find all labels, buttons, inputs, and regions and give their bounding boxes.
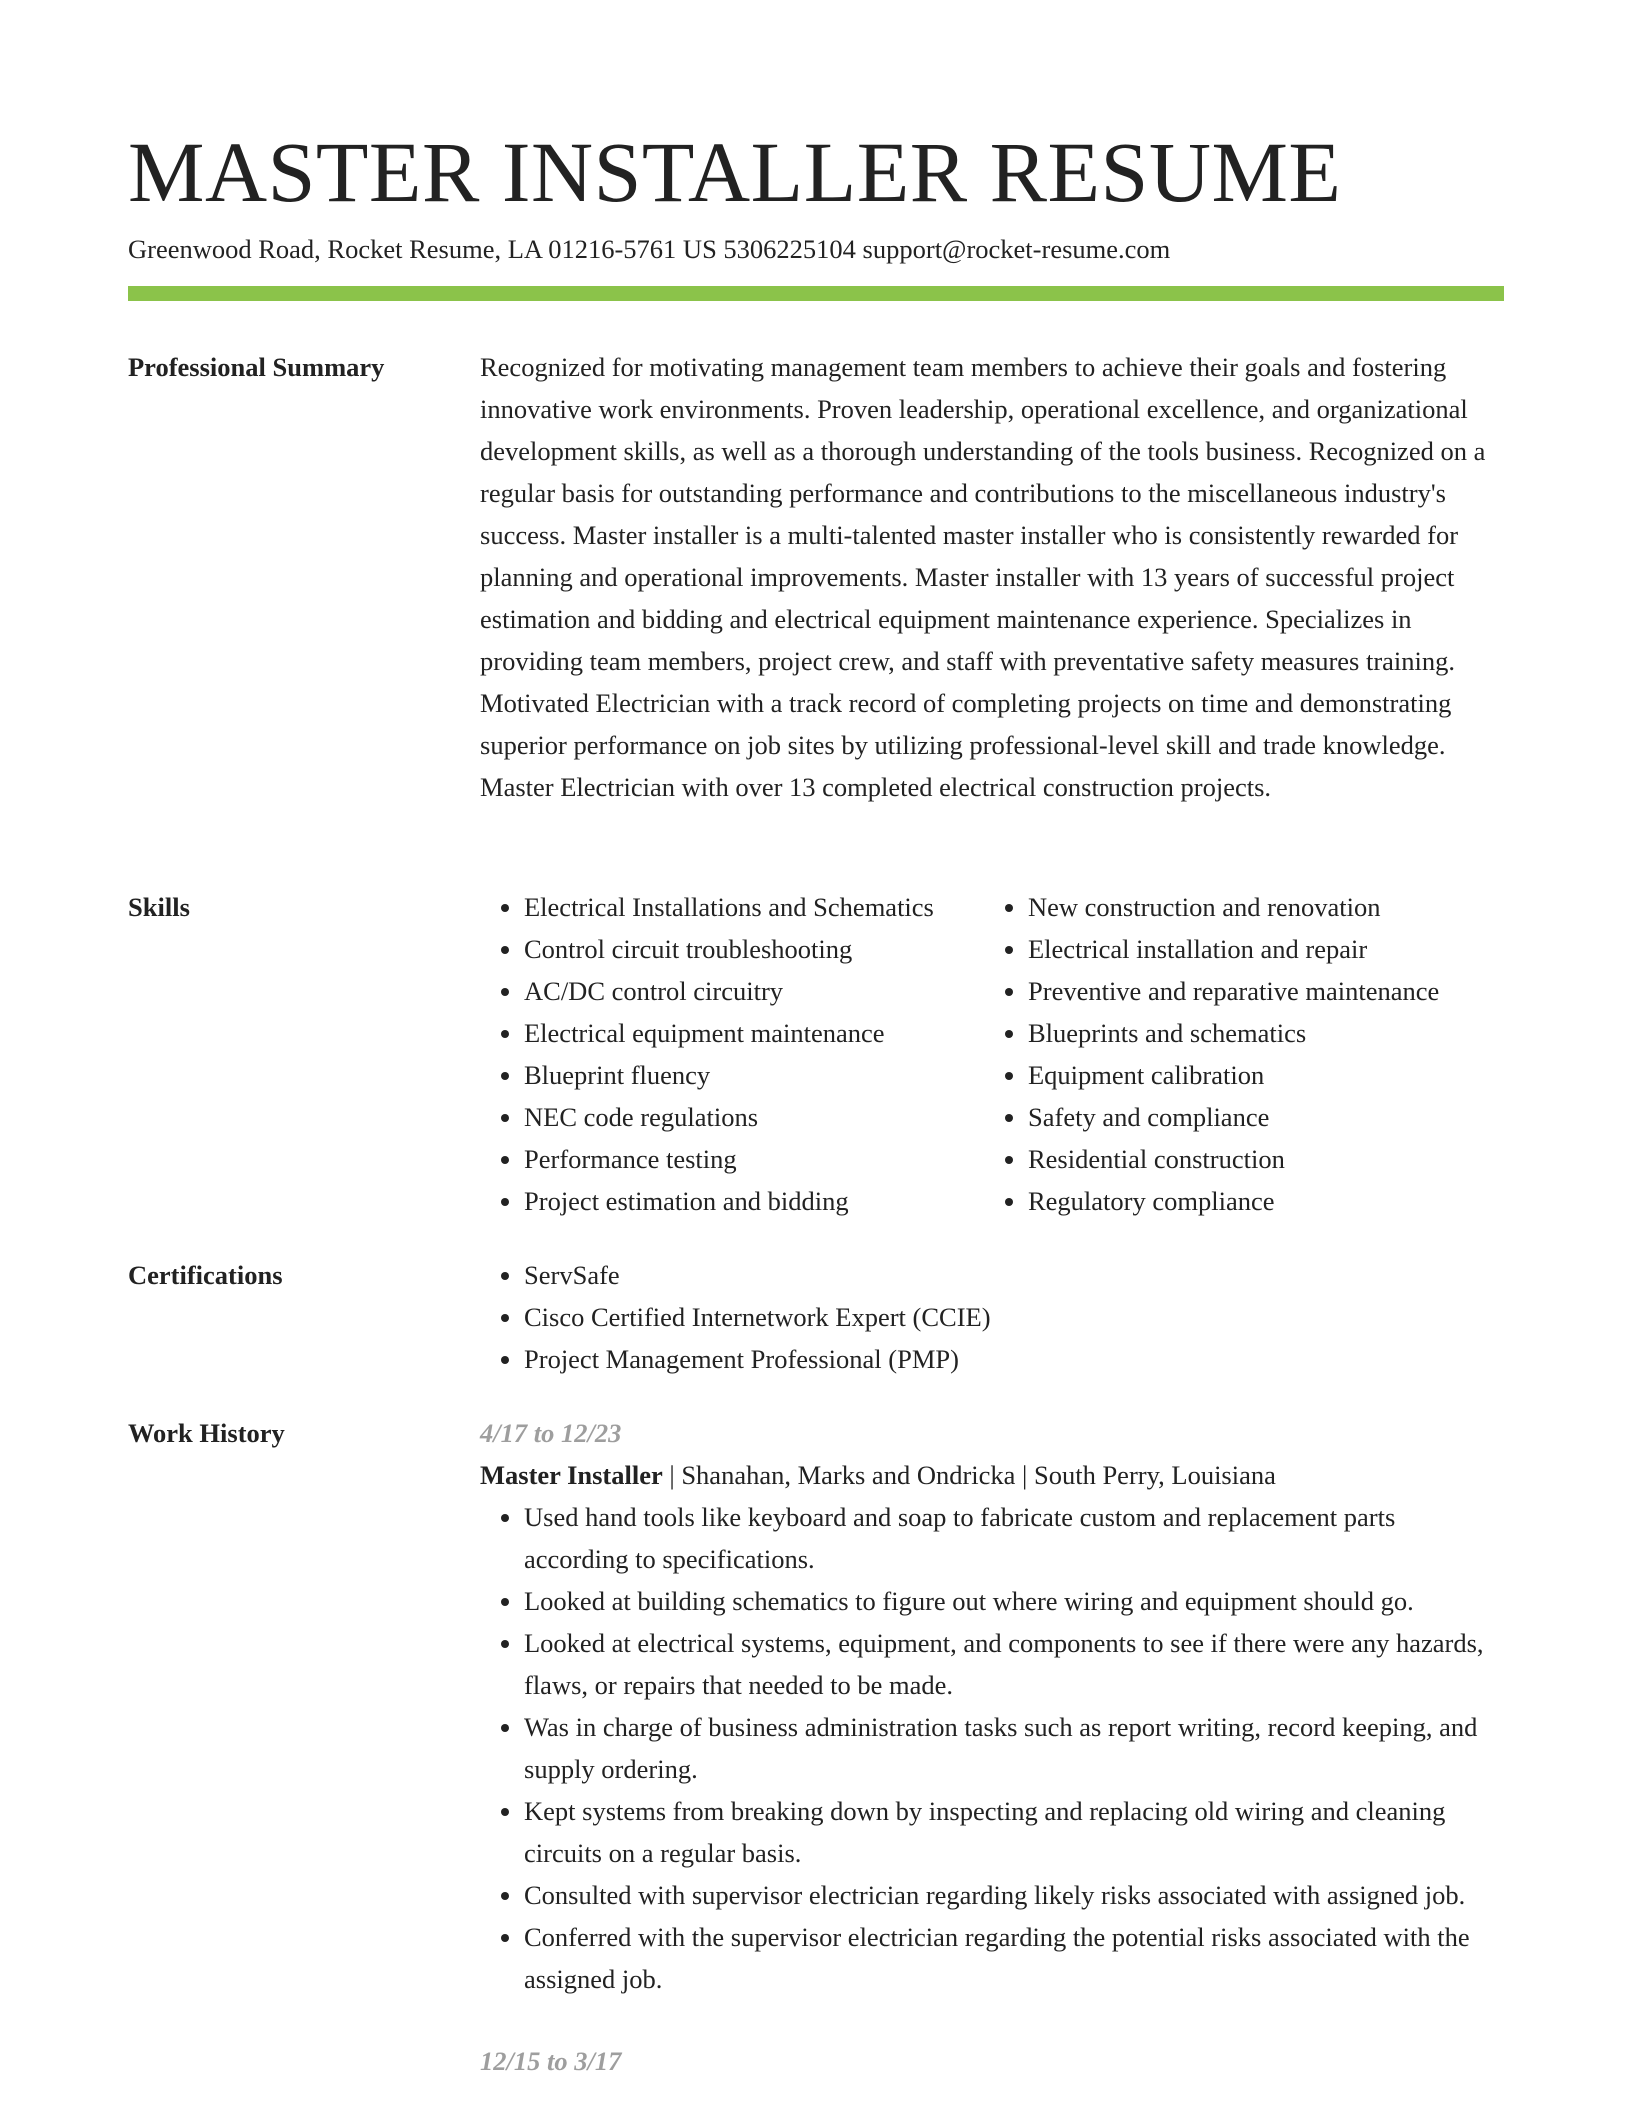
job-dates: 4/17 to 12/23 bbox=[480, 1418, 622, 1448]
certifications-list bbox=[480, 1254, 1504, 1380]
work-history-label: Work History bbox=[128, 1418, 285, 1448]
summary-label: Professional Summary bbox=[128, 352, 385, 382]
job-bullet: • Kept systems from breaking down by inspecting and replacing old wiring and cleaning circuits on a regular basis. bbox=[524, 1790, 1504, 1874]
job-bullet: • Was in charge of business administration tasks such as report writing, record keeping, and supply ordering. bbox=[524, 1706, 1504, 1790]
job-entry bbox=[480, 1412, 1504, 2000]
job-bullets bbox=[480, 1496, 1504, 2000]
skills-list-right bbox=[984, 886, 1439, 1222]
summary-body bbox=[480, 346, 1504, 808]
skill-item: • Project estimation and bidding bbox=[524, 1180, 984, 1222]
contact-info: Greenwood Road, Rocket Resume, LA 01216-5761 US 5306225104 support@rocket-resume.com bbox=[128, 234, 1171, 264]
job-bullet: • Used hand tools like keyboard and soap to fabricate custom and replacement parts according to specifications. bbox=[524, 1496, 1504, 1580]
skill-item: • Preventive and reparative maintenance bbox=[1028, 970, 1439, 1012]
skill-item: • New construction and renovation bbox=[1028, 886, 1439, 928]
certification-item: • ServSafe bbox=[524, 1254, 1504, 1296]
skills-columns bbox=[480, 886, 1504, 1222]
job-details: | Shanahan, Marks and Ondricka | South Perry, Louisiana bbox=[662, 1460, 1276, 1490]
certifications-label: Certifications bbox=[128, 1260, 283, 1290]
skills-body bbox=[480, 886, 1504, 1222]
skill-item: • Equipment calibration bbox=[1028, 1054, 1439, 1096]
job-role: Master Installer bbox=[480, 1460, 663, 1490]
skill-item: • Safety and compliance bbox=[1028, 1096, 1439, 1138]
job-title-line bbox=[480, 1454, 1504, 1496]
job-bullet: • Conferred with the supervisor electrician regarding the potential risks associated with the assigned job. bbox=[524, 1916, 1504, 2000]
certifications-body bbox=[480, 1254, 1504, 1380]
skill-item: • Electrical Installations and Schematics bbox=[524, 886, 984, 928]
skill-item: • Performance testing bbox=[524, 1138, 984, 1180]
skill-item: • Electrical equipment maintenance bbox=[524, 1012, 984, 1054]
skill-item: • Blueprints and schematics bbox=[1028, 1012, 1439, 1054]
skill-item: • Residential construction bbox=[1028, 1138, 1439, 1180]
work-history-body bbox=[480, 1412, 1504, 2082]
skill-item: • Blueprint fluency bbox=[524, 1054, 984, 1096]
job-dates: 12/15 to 3/17 bbox=[480, 2046, 622, 2076]
skills-list-left bbox=[480, 886, 984, 1222]
skills-label: Skills bbox=[128, 892, 190, 922]
skill-item: • Control circuit troubleshooting bbox=[524, 928, 984, 970]
skill-item: • NEC code regulations bbox=[524, 1096, 984, 1138]
summary-text: Recognized for motivating management team members to achieve their goals and fostering innovative work environments. Proven leadership, operational excellence, and organizational development skills, as well as a thorough understanding of the tools business. Recognized on a regular basis for outstanding performance and contributions to the miscellaneous industry's success. Master installer is a multi-talented master installer who is consistently rewarded for planning and operational improvements. Master installer with 13 years of successful project estimation and bidding and electrical equipment maintenance experience. Specializes in providing team members, project crew, and staff with preventative safety measures training. Motivated Electrician with a track record of completing projects on time and demonstrating superior performance on job sites by utilizing professional-level skill and trade knowledge. Master Electrician with over 13 completed electrical construction projects. bbox=[480, 352, 1486, 802]
job-spacer bbox=[480, 2000, 1504, 2040]
skill-item: • Regulatory compliance bbox=[1028, 1180, 1439, 1222]
job-bullet: • Looked at building schematics to figure out where wiring and equipment should go. bbox=[524, 1580, 1504, 1622]
job-bullet: • Looked at electrical systems, equipment, and components to see if there were any hazards, flaws, or repairs that needed to be made. bbox=[524, 1622, 1504, 1706]
certification-item: • Cisco Certified Internetwork Expert (CCIE) bbox=[524, 1296, 1504, 1338]
certification-item: • Project Management Professional (PMP) bbox=[524, 1338, 1504, 1380]
resume-title: MASTER INSTALLER RESUME bbox=[128, 124, 1342, 220]
job-entry bbox=[480, 2040, 1504, 2082]
skill-item: • Electrical installation and repair bbox=[1028, 928, 1439, 970]
job-bullet: • Consulted with supervisor electrician regarding likely risks associated with assigned job. bbox=[524, 1874, 1504, 1916]
skill-item: • AC/DC control circuitry bbox=[524, 970, 984, 1012]
accent-divider bbox=[128, 286, 1504, 301]
